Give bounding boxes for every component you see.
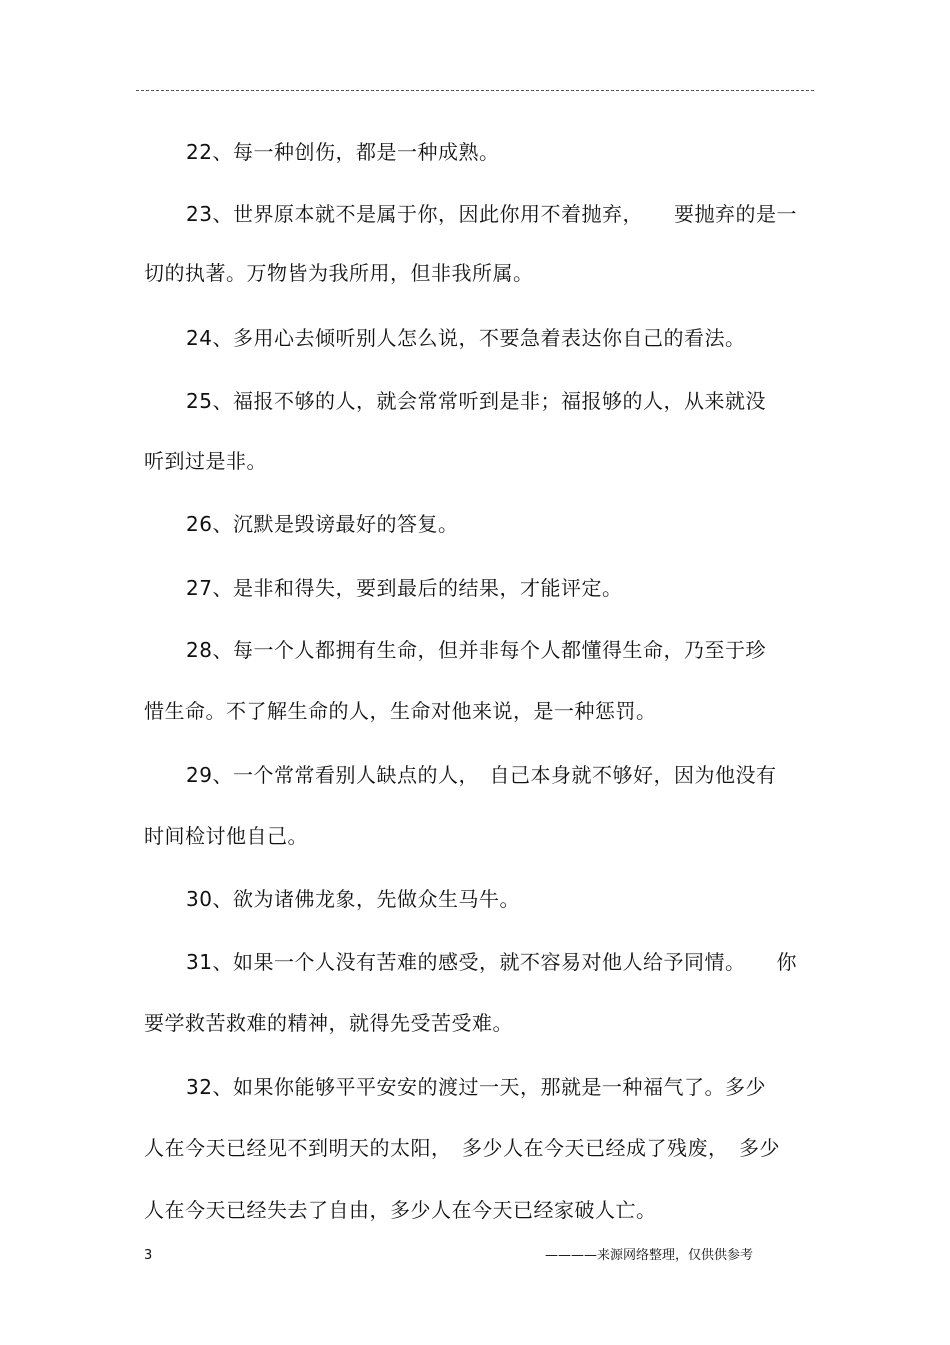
text-line: 时间检讨他自己。	[144, 824, 308, 848]
text-line: 要学救苦救难的精神，就得先受苦受难。	[144, 1011, 513, 1035]
text-line: 28、每一个人都拥有生命，但并非每个人都懂得生命，乃至于珍	[186, 638, 766, 662]
text-line: 惜生命。不了解生命的人，生命对他来说，是一种惩罚。	[144, 699, 657, 723]
text-line: 人在今天已经失去了自由，多少人在今天已经家破人亡。	[144, 1198, 657, 1222]
text-line: 29、一个常常看别人缺点的人， 自己本身就不够好，因为他没有	[186, 763, 777, 787]
page-number: 3	[144, 1248, 153, 1263]
text-line: 24、多用心去倾听别人怎么说，不要急着表达你自己的看法。	[186, 326, 746, 350]
text-line: 32、如果你能够平平安安的渡过一天，那就是一种福气了。多少	[186, 1075, 766, 1099]
text-line: 26、沉默是毁谤最好的答复。	[186, 512, 459, 536]
source-note: ————来源网络整理，仅供供参考	[545, 1248, 754, 1263]
text-line: 22、每一种创伤，都是一种成熟。	[186, 140, 500, 164]
text-line: 听到过是非。	[144, 449, 267, 473]
text-line: 25、福报不够的人，就会常常听到是非；福报够的人，从来就没	[186, 389, 766, 413]
text-line: 人在今天已经见不到明天的太阳， 多少人在今天已经成了残废， 多少	[144, 1136, 780, 1160]
text-line: 31、如果一个人没有苦难的感受，就不容易对他人给予同情。 你	[186, 950, 797, 974]
text-line: 30、欲为诸佛龙象，先做众生马牛。	[186, 887, 520, 911]
text-line: 切的执著。万物皆为我所用，但非我所属。	[144, 261, 534, 285]
text-line: 23、世界原本就不是属于你，因此你用不着抛弃， 要抛弃的是一	[186, 202, 797, 226]
text-line: 27、是非和得失，要到最后的结果，才能评定。	[186, 576, 623, 600]
